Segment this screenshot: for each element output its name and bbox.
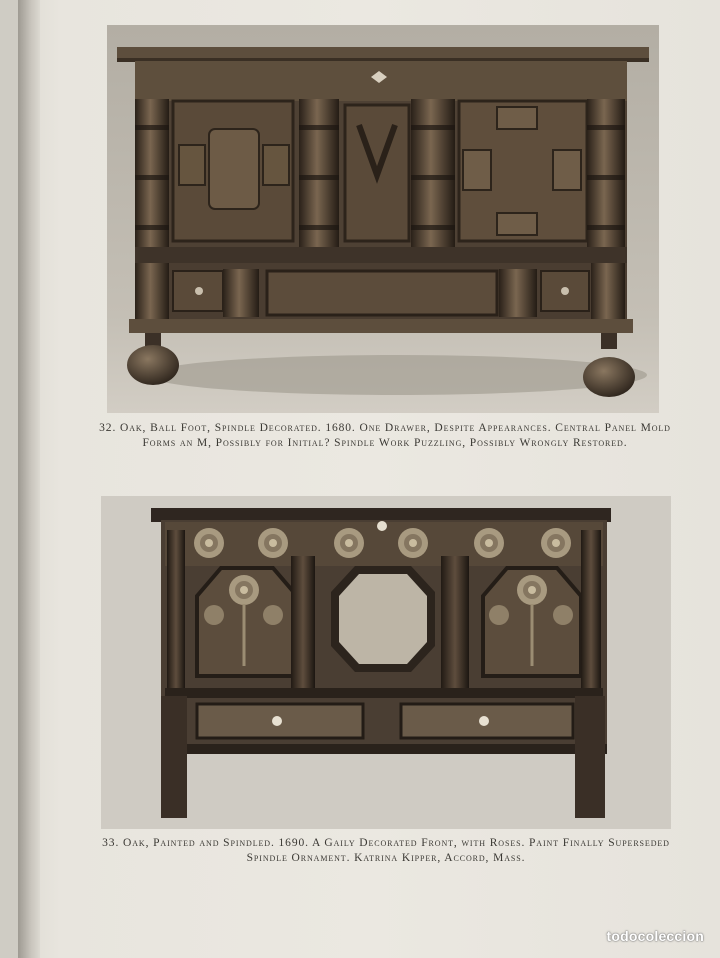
plate-32-photo (107, 25, 659, 413)
plate-33-photo (101, 496, 671, 829)
plate-32-caption (96, 421, 674, 451)
plate-32-number: 32. (99, 422, 117, 434)
plate-33-caption (90, 836, 682, 866)
plate-33-caption-text: Oak, Painted and Spindled. 1690. A Gaily Decorated Front, with Roses. Paint Finally Superseded Spindle Ornament. Katrina Kipper, Accord, Mass. (123, 837, 670, 864)
spine-shadow (18, 0, 40, 958)
oak-chest-ball-foot-image (107, 25, 659, 413)
todocoleccion-watermark: todocoleccion (606, 928, 704, 944)
plate-32-caption-text: Oak, Ball Foot, Spindle Decorated. 1680. One Drawer, Despite Appearances. Central Panel Mold Forms an M, Possibly for Initial? Spindle Work Puzzling, Possibly Wrongly Restored. (120, 422, 671, 449)
painted-spindled-chest-image (101, 496, 671, 829)
plate-33-number: 33. (102, 837, 120, 849)
